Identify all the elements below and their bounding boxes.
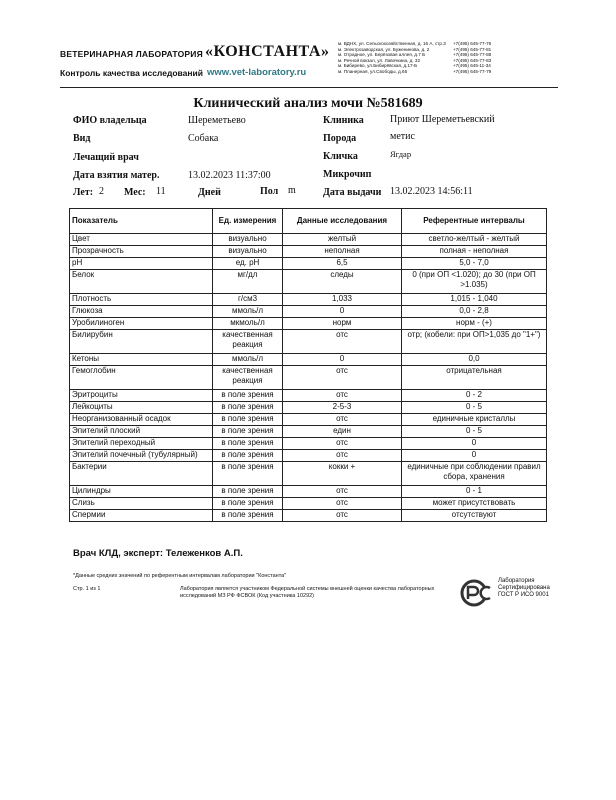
reference-cell: 0,0 - 2,8 bbox=[402, 306, 547, 318]
certification-text bbox=[498, 578, 550, 599]
parameter-cell: Прозрачность bbox=[70, 246, 213, 258]
reference-cell: 0 bbox=[402, 450, 547, 462]
sex-value: m bbox=[288, 185, 296, 196]
result-cell: кокки + bbox=[283, 462, 402, 486]
table-row bbox=[70, 510, 547, 522]
reference-cell: норм - (+) bbox=[402, 318, 547, 330]
lab-name: ВЕТЕРИНАРНАЯ ЛАБОРАТОРИЯ bbox=[60, 49, 203, 59]
table-row bbox=[70, 330, 547, 354]
address-line: м. Отрадное, ул. Берёзовая аллея, д.7 Б bbox=[338, 52, 426, 58]
result-cell: отс bbox=[283, 498, 402, 510]
unit-cell: в поле зрения bbox=[213, 426, 283, 438]
table-row bbox=[70, 390, 547, 402]
result-cell: отс bbox=[283, 414, 402, 426]
page-number: Стр. 1 из 1 bbox=[73, 586, 101, 592]
cert-line: Сертифицирована bbox=[498, 585, 550, 591]
address-line: м. Речной вокзал, ул. Лавочкина, д. 32 bbox=[338, 57, 420, 63]
unit-cell: в поле зрения bbox=[213, 498, 283, 510]
result-cell: 6,5 bbox=[283, 258, 402, 270]
breed-value: метис bbox=[390, 131, 415, 142]
clinic-value: Приют Шереметьевский bbox=[390, 114, 495, 125]
result-cell: отс bbox=[283, 366, 402, 390]
table-row bbox=[70, 498, 547, 510]
report-title: Клинический анализ мочи №581689 bbox=[193, 96, 423, 111]
reference-cell: светло-желтый - желтый bbox=[402, 234, 547, 246]
reference-cell: полная - неполная bbox=[402, 246, 547, 258]
lab-phones bbox=[453, 41, 491, 75]
result-cell: отс bbox=[283, 438, 402, 450]
reference-cell: 0 bbox=[402, 438, 547, 450]
phone-line: +7(495) 645-77-81 bbox=[453, 46, 492, 52]
result-cell: отс bbox=[283, 486, 402, 498]
unit-cell: ед. pH bbox=[213, 258, 283, 270]
parameter-cell: Гемоглобин bbox=[70, 366, 213, 390]
issue-date-value: 13.02.2023 14:56:11 bbox=[390, 186, 473, 197]
phone-line: +7(495) 645-77-76 bbox=[453, 41, 492, 46]
table-row bbox=[70, 354, 547, 366]
pet-name-label: Кличка bbox=[323, 151, 358, 162]
unit-cell: в поле зрения bbox=[213, 402, 283, 414]
result-cell: отс bbox=[283, 330, 402, 354]
result-cell: 0 bbox=[283, 306, 402, 318]
column-header: Данные исследования bbox=[283, 209, 402, 234]
years-label: Лет: bbox=[73, 187, 94, 198]
unit-cell: в поле зрения bbox=[213, 450, 283, 462]
reference-cell: отр; (кобели: при ОП>1,035 до "1+") bbox=[402, 330, 547, 354]
phone-line: +7(495) 645-11-34 bbox=[453, 63, 491, 69]
sex-label: Пол bbox=[260, 186, 279, 197]
lab-website-link[interactable]: www.vet-laboratory.ru bbox=[207, 67, 307, 78]
table-row bbox=[70, 426, 547, 438]
table-header-row bbox=[70, 209, 547, 234]
owner-value: Шереметьево bbox=[188, 115, 246, 126]
unit-cell: мг/дл bbox=[213, 270, 283, 294]
reference-cell: 0,0 bbox=[402, 354, 547, 366]
address-line: м. ВДНХ, ул. Сельскохозяйственная, д. 16 А, стр.3 bbox=[338, 41, 446, 46]
table-row bbox=[70, 258, 547, 270]
phone-line: +7(495) 645-77-79 bbox=[453, 68, 492, 74]
cert-line: Лаборатория bbox=[498, 578, 535, 584]
reference-cell: 0 - 5 bbox=[402, 402, 547, 414]
results-table bbox=[69, 208, 547, 522]
reference-cell: 0 (при ОП <1.020); до 30 (при ОП >1.035) bbox=[402, 270, 547, 294]
column-header: Референтные интервалы bbox=[402, 209, 547, 234]
result-cell: желтый bbox=[283, 234, 402, 246]
result-cell: 2-5-3 bbox=[283, 402, 402, 414]
reference-cell: 0 - 2 bbox=[402, 390, 547, 402]
parameter-cell: Кетоны bbox=[70, 354, 213, 366]
table-row bbox=[70, 486, 547, 498]
pet-name-value: Ягдар bbox=[390, 149, 412, 159]
reference-cell: отсутствуют bbox=[402, 510, 547, 522]
months-label: Мес: bbox=[124, 187, 146, 198]
parameter-cell: Лейкоциты bbox=[70, 402, 213, 414]
parameter-cell: Эпителий переходный bbox=[70, 438, 213, 450]
table-row bbox=[70, 366, 547, 390]
parameter-cell: pH bbox=[70, 258, 213, 270]
unit-cell: в поле зрения bbox=[213, 414, 283, 426]
reference-cell: 5,0 - 7,0 bbox=[402, 258, 547, 270]
column-header: Показатель bbox=[70, 209, 213, 234]
table-row bbox=[70, 402, 547, 414]
parameter-cell: Неорганизованный осадок bbox=[70, 414, 213, 426]
doctor-signature: Врач КЛД, эксперт: Тележенков А.П. bbox=[73, 548, 243, 559]
result-cell: отс bbox=[283, 450, 402, 462]
reference-cell: 0 - 5 bbox=[402, 426, 547, 438]
parameter-cell: Эритроциты bbox=[70, 390, 213, 402]
parameter-cell: Бактерии bbox=[70, 462, 213, 486]
address-line: м. Электрозаводская, ул. Буженинова, д. 2 bbox=[338, 46, 430, 52]
doctor-label: Лечащий врач bbox=[73, 152, 139, 163]
species-label: Вид bbox=[73, 133, 91, 144]
unit-cell: в поле зрения bbox=[213, 462, 283, 486]
reference-cell: 1,015 - 1,040 bbox=[402, 294, 547, 306]
table-row bbox=[70, 414, 547, 426]
unit-cell: в поле зрения bbox=[213, 510, 283, 522]
column-header: Ед. измерения bbox=[213, 209, 283, 234]
phone-line: +7(495) 645-77-83 bbox=[453, 57, 492, 63]
species-value: Собака bbox=[188, 133, 219, 144]
unit-cell: г/см3 bbox=[213, 294, 283, 306]
phone-line: +7(495) 645-77-88 bbox=[453, 52, 492, 58]
issue-date-label: Дата выдачи bbox=[323, 187, 382, 198]
table-row bbox=[70, 294, 547, 306]
days-label: Дней bbox=[198, 187, 221, 198]
certification-logo bbox=[460, 578, 496, 608]
cert-line: ГОСТ Р ИСО 9001 bbox=[498, 592, 549, 598]
parameter-cell: Цилиндры bbox=[70, 486, 213, 498]
reference-cell: может присутствовать bbox=[402, 498, 547, 510]
parameter-cell: Эпителий почечный (тубулярный) bbox=[70, 450, 213, 462]
unit-cell: качественная реакция bbox=[213, 330, 283, 354]
parameter-cell: Цвет bbox=[70, 234, 213, 246]
chip-label: Микрочип bbox=[323, 169, 372, 180]
unit-cell: в поле зрения bbox=[213, 486, 283, 498]
unit-cell: визуально bbox=[213, 246, 283, 258]
result-cell: следы bbox=[283, 270, 402, 294]
sample-date-value: 13.02.2023 11:37:00 bbox=[188, 170, 271, 181]
result-cell: отс bbox=[283, 510, 402, 522]
unit-cell: ммоль/л bbox=[213, 354, 283, 366]
result-cell: 0 bbox=[283, 354, 402, 366]
parameter-cell: Глюкоза bbox=[70, 306, 213, 318]
unit-cell: мкмоль/л bbox=[213, 318, 283, 330]
table-row bbox=[70, 318, 547, 330]
unit-cell: ммоль/л bbox=[213, 306, 283, 318]
lab-brand: «КОНСТАНТА» bbox=[205, 43, 330, 60]
table-row bbox=[70, 234, 547, 246]
reference-cell: единичные кристаллы bbox=[402, 414, 547, 426]
parameter-cell: Уробилиноген bbox=[70, 318, 213, 330]
years-value: 2 bbox=[99, 186, 104, 197]
unit-cell: качественная реакция bbox=[213, 366, 283, 390]
parameter-cell: Эпителий плоский bbox=[70, 426, 213, 438]
certificate-seal-icon bbox=[460, 578, 496, 608]
breed-label: Порода bbox=[323, 133, 357, 144]
table-row bbox=[70, 438, 547, 450]
reference-cell: отрицательная bbox=[402, 366, 547, 390]
result-cell: норм bbox=[283, 318, 402, 330]
reference-note: *Данные средних значений по референтным интервалам лаборатории "Константа" bbox=[73, 573, 287, 579]
table-row bbox=[70, 306, 547, 318]
result-cell: отс bbox=[283, 390, 402, 402]
lab-subtitle: Контроль качества исследований bbox=[60, 68, 203, 78]
table-row bbox=[70, 462, 547, 486]
owner-label: ФИО владельца bbox=[73, 115, 147, 126]
parameter-cell: Слизь bbox=[70, 498, 213, 510]
result-cell: 1,033 bbox=[283, 294, 402, 306]
result-cell: един bbox=[283, 426, 402, 438]
sample-date-label: Дата взятия матер. bbox=[73, 170, 160, 181]
clinic-label: Клиника bbox=[323, 115, 364, 126]
parameter-cell: Билирубин bbox=[70, 330, 213, 354]
parameter-cell: Белок bbox=[70, 270, 213, 294]
reference-cell: единичные при соблюдении правил сбора, хранения bbox=[402, 462, 547, 486]
parameter-cell: Спермии bbox=[70, 510, 213, 522]
result-cell: неполная bbox=[283, 246, 402, 258]
unit-cell: визуально bbox=[213, 234, 283, 246]
reference-cell: 0 - 1 bbox=[402, 486, 547, 498]
unit-cell: в поле зрения bbox=[213, 390, 283, 402]
table-row bbox=[70, 246, 547, 258]
fsvok-note: Лаборатория является участником Федеральной системы внешней оценки качества лабораторных исследований МЗ РФ ФСВОК (Код участника 10292) bbox=[180, 586, 435, 599]
address-line: м. Бибирево, ул.Бибирёвская, д.17-Б bbox=[338, 63, 418, 69]
parameter-cell: Плотность bbox=[70, 294, 213, 306]
months-value: 11 bbox=[156, 186, 166, 197]
header-divider bbox=[60, 87, 558, 88]
address-line: м. Планерная, ул.Свободы, д.65 bbox=[338, 68, 408, 74]
table-row bbox=[70, 450, 547, 462]
unit-cell: в поле зрения bbox=[213, 438, 283, 450]
results-table-body bbox=[70, 234, 547, 522]
table-row bbox=[70, 270, 547, 294]
